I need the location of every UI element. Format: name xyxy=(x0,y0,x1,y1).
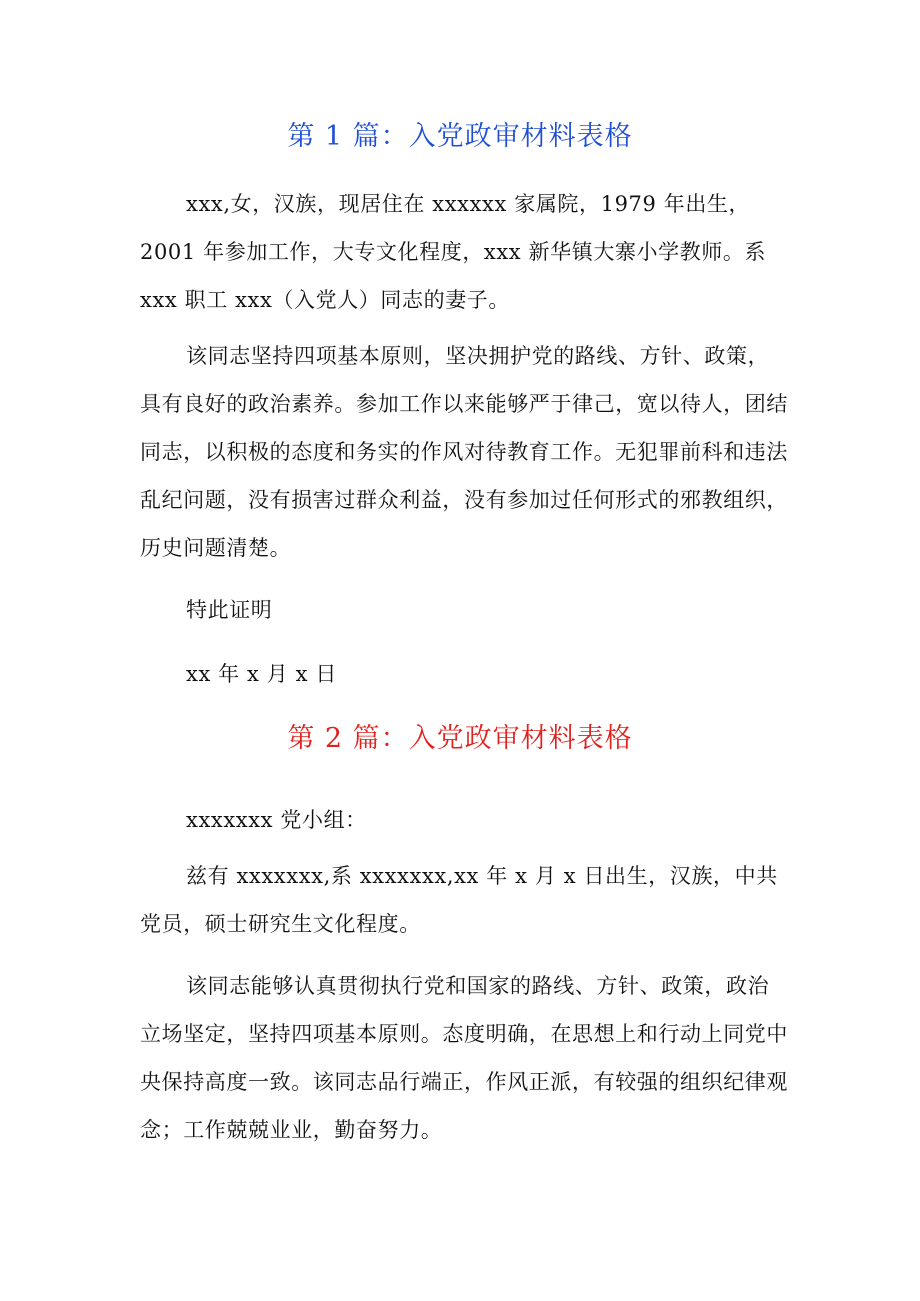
section-2-paragraph-evaluation: 该同志能够认真贯彻执行党和国家的路线、方针、政策，政治立场坚定，坚持四项基本原则。态度明确，在思想上和行动上同党中央保持高度一致。该同志品行端正，作风正派，有较强的组织纪律观念；工作兢兢业业，勤奋努力。 xyxy=(140,974,788,1142)
section-2-title: 第 2 篇：入党政审材料表格 xyxy=(287,723,633,754)
section-1-date: xx 年 x 月 x 日 xyxy=(186,662,337,686)
section-2-paragraph-intro: 兹有 xxxxxxx,系 xxxxxxx,xx 年 x 月 x 日出生，汉族，中共党员，硕士研究生文化程度。 xyxy=(140,864,778,936)
section-1-certification: 特此证明 xyxy=(186,598,273,622)
section-1-paragraph-intro: xxx,女，汉族，现居住在 xxxxxx 家属院，1979 年出生，2001 年参加工作，大专文化程度，xxx 新华镇大寨小学教师。系 xxx 职工 xxx（入党人）同志的妻子。 xyxy=(140,192,767,312)
section-2-salutation: xxxxxxx 党小组： xyxy=(186,808,367,832)
section-1-paragraph-evaluation: 该同志坚持四项基本原则，坚决拥护党的路线、方针、政策，具有良好的政治素养。参加工作以来能够严于律己，宽以待人，团结同志，以积极的态度和务实的作风对待教育工作。无犯罪前科和违法乱纪问题，没有损害过群众利益，没有参加过任何形式的邪教组织，历史问题清楚。 xyxy=(140,344,788,560)
section-1-title: 第 1 篇：入党政审材料表格 xyxy=(287,121,633,152)
